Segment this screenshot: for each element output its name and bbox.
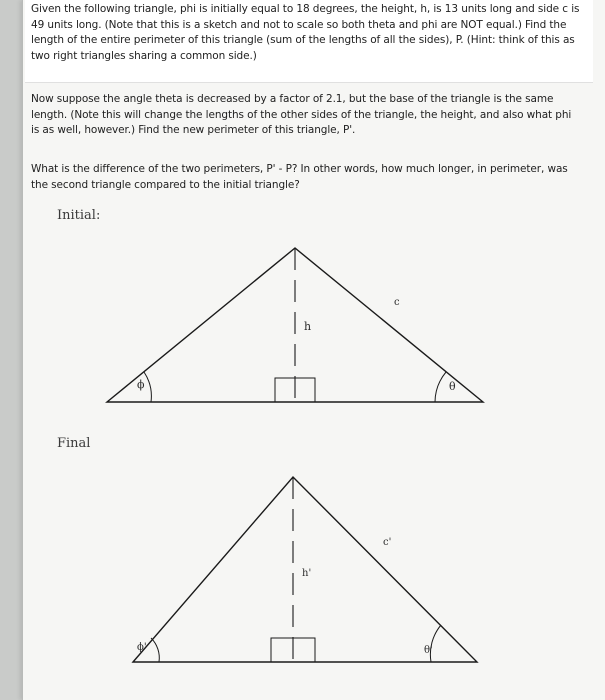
final-phi-arc [151, 638, 159, 662]
initial-theta-arc [435, 372, 446, 402]
final-phi-label: ϕ' [137, 642, 147, 653]
initial-phi-label: ϕ [137, 378, 145, 391]
initial-side-label: c [394, 297, 400, 308]
problem-paragraph-2: Now suppose the angle theta is decreased by a factor of 2.1, but the base of the triangle is the same length. (Note this will change the lengths of the other sides of the triangle, the height, and also what phi is as well, however.) Find the new perimeter of this triangle, P'. [31, 93, 572, 136]
final-triangle-figure [133, 477, 477, 662]
triangle-diagrams [23, 0, 605, 700]
worksheet-page [22, 0, 605, 700]
initial-phi-arc [144, 372, 151, 402]
final-theta-arc [430, 625, 441, 662]
initial-height-label: h [304, 320, 312, 333]
problem-paragraph-1: Given the following triangle, phi is initially equal to 18 degrees, the height, h, is 13 units long and side c is 49 units long. (Note that this is a sketch and not to scale so both theta and phi are NOT equal.) Find the length of the entire perimeter of this triangle (sum of the lengths of all the sides), P. (Hint: think of this as two right triangles sharing a common side.) [31, 3, 580, 62]
initial-theta-label: θ [449, 380, 456, 393]
final-theta-label: θ' [424, 645, 433, 656]
problem-paragraph-3: What is the difference of the two perimeters, P' - P? In other words, how much longer, in perimeter, was the second triangle compared to the initial triangle? [31, 163, 568, 191]
final-height-label: h' [302, 568, 312, 579]
final-label: Final [57, 436, 91, 451]
initial-label: Initial: [57, 208, 101, 223]
initial-triangle-figure [107, 248, 483, 402]
final-side-label: c' [383, 537, 392, 548]
